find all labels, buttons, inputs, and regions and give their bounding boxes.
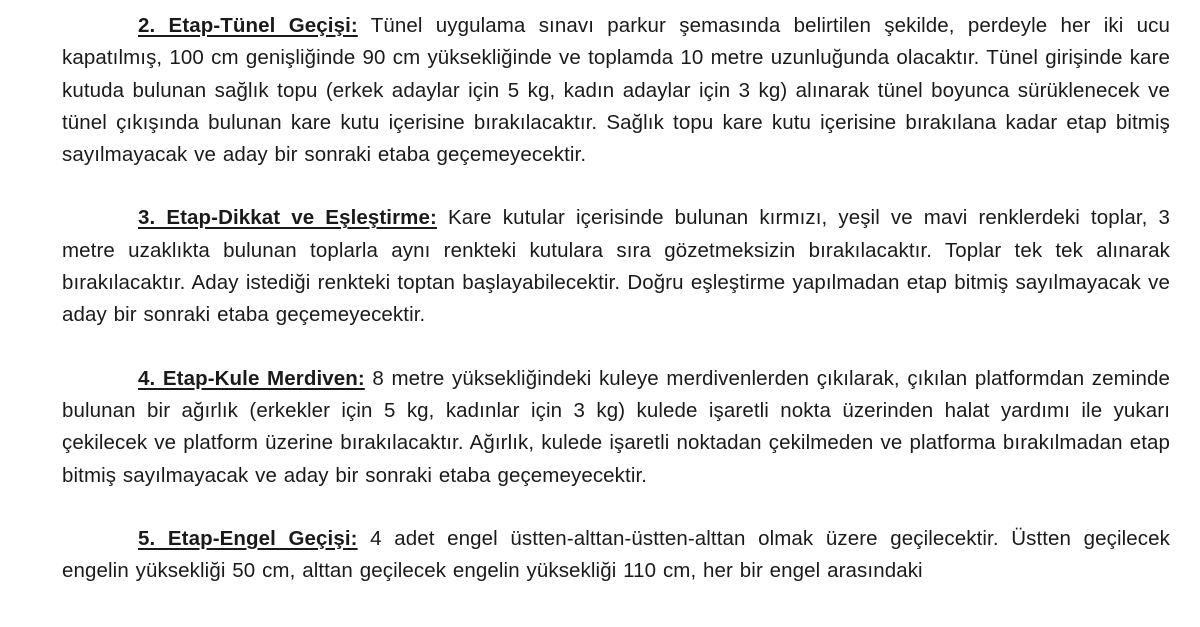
section-heading: 3. Etap-Dikkat ve Eşleştirme: [138,206,437,230]
section-body: 4 adet engel üstten-alttan-üstten-alttan olmak üzere geçilecektir. Üstten geçilecek engelin yüksekliği 50 cm, alttan geçilecek engelin yüksekliği 110 cm, her bir engel arasındaki [62,526,1170,583]
section-etap-4 [62,363,1170,492]
section-etap-3 [62,202,1170,331]
document-page [62,10,1170,618]
section-heading: 5. Etap-Engel Geçişi: [138,526,358,550]
section-etap-5 [62,523,1170,588]
section-heading: 4. Etap-Kule Merdiven: [138,366,365,390]
section-body: Tünel uygulama sınavı parkur şemasında belirtilen şekilde, perdeyle her iki ucu kapatılmış, 100 cm genişliğinde 90 cm yüksekliğinde ve toplamda 10 metre uzunluğunda olacaktır. Tünel girişinde kare kutuda bulunan sağlık topu (erkek adaylar için 5 kg, kadın adaylar için 3 kg) alınarak tünel boyunca sürüklenecek ve tünel çıkışında bulunan kare kutu içerisine bırakılacaktır. Sağlık topu kare kutu içerisine bırakılana kadar etap bitmiş sayılmayacak ve aday bir sonraki etaba geçemeyecektir. [62,14,1170,167]
section-body: Kare kutular içerisinde bulunan kırmızı, yeşil ve mavi renklerdeki toplar, 3 metre uzaklıkta bulunan toplarla aynı renkteki kutulara sıra gözetmeksizin bırakılacaktır. Toplar tek tek alınarak bırakılacaktır. Aday istediği renkteki toptan başlayabilecektir. Doğru eşleştirme yapılmadan etap bitmiş sayılmayacak ve aday bir sonraki etaba geçemeyecektir. [62,206,1170,327]
section-body: 8 metre yüksekliğindeki kuleye merdivenlerden çıkılarak, çıkılan platformdan zeminde bulunan bir ağırlık (erkekler için 5 kg, kadınlar için 3 kg) kulede işaretli nokta üzerinden halat yardımı ile yukarı çekilecek ve platform üzerine bırakılacaktır. Ağırlık, kulede işaretli noktadan çekilmeden ve platforma bırakılmadan etap bitmiş sayılmayacak ve aday bir sonraki etaba geçemeyecektir. [62,366,1170,487]
section-etap-2 [62,10,1170,171]
section-heading: 2. Etap-Tünel Geçişi: [138,14,358,37]
